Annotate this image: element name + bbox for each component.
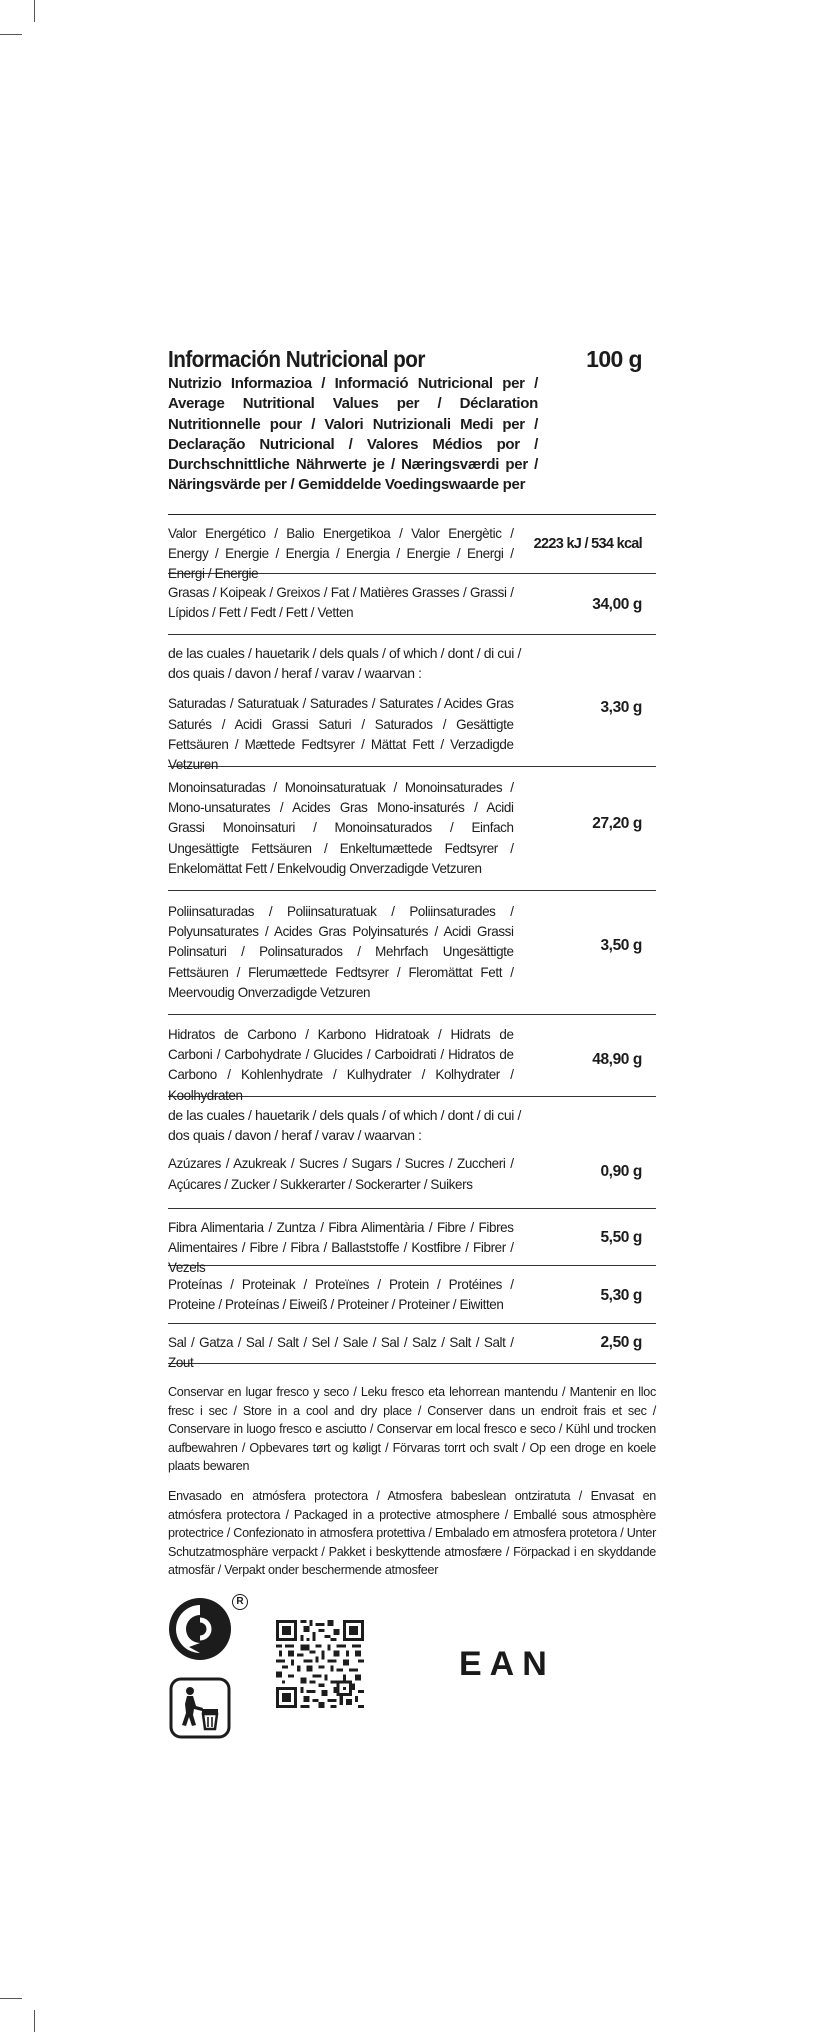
row-label: Poliinsaturadas / Poliinsaturatuak / Poliinsaturades / Polyunsaturates / Acides Gras Polyinsaturés / Acidi Grassi Polinsaturi / Polinsaturados / Mehrfach Ungesättigte Fettsäuren / Flerumættede Fedtsyrer / Fleromättat Fett / Meervoudig Onverzadigde Vetzuren <box>168 902 514 1000</box>
nutrition-rows <box>168 515 656 1371</box>
table-row-carbohydrate <box>168 1015 656 1103</box>
row-value: 27,20 g <box>592 814 642 832</box>
row-label: Fibra Alimentaria / Zuntza / Fibra Alimentària / Fibre / Fibres Alimentaires / Fibre / Fibra / Ballaststoffe / Kostfibre / Fibrer / Vezels <box>168 1218 514 1276</box>
table-row-sugars <box>168 1097 656 1209</box>
nutrition-header <box>168 345 656 373</box>
ean-barcode-placeholder: EAN <box>459 1645 555 1683</box>
row-value: 0,90 g <box>600 1162 642 1180</box>
tidyman-bin-icon <box>169 1677 231 1739</box>
storage-note: Conservar en lugar fresco y seco / Leku fresco eta lehorrean mantendu / Mantenir en lloc fresc i sec / Store in a cool and dry place / Conserver dans un endroit frais et sec / Conservare in luogo fresco e asciutto / Conservar em local fresco e seco / Kühl und trocken aufbewahren / Opbevares tørt og køligt / Förvaras torrt och svalt / Op een droge en koele plaats bewaren <box>168 1385 656 1474</box>
row-value: 34,00 g <box>592 595 642 613</box>
nutrition-panel <box>168 345 656 1371</box>
row-value: 3,30 g <box>600 698 642 716</box>
table-row-saturates <box>168 635 656 773</box>
of-which-intro: de las cuales / hauetarik / dels quals / of which / dont / di cui / dos quais / davon / heraf / varav / waarvan : <box>168 1106 521 1144</box>
row-label: Azúzares / Azukreak / Sucres / Sugars / Sucres / Zuccheri / Açúcares / Zucker / Sukkerarter / Sockerarter / Suikers <box>168 1155 514 1192</box>
row-value: 5,30 g <box>600 1286 642 1304</box>
row-value: 48,90 g <box>592 1050 642 1068</box>
crop-mark-bottom-left-horizontal <box>0 1998 22 1999</box>
table-row-polyunsaturates <box>168 891 656 1015</box>
package-notes <box>168 1383 656 1580</box>
row-label: Valor Energético / Balio Energetikoa / Valor Energètic / Energy / Energie / Energia / Energia / Energie / Energi / Energi / Energie <box>168 524 514 582</box>
row-value: 5,50 g <box>600 1228 642 1246</box>
of-which-intro: de las cuales / hauetarik / dels quals / of which / dont / di cui / dos quais / davon / heraf / varav / waarvan : <box>168 644 521 682</box>
nutrition-title: Información Nutricional por <box>168 346 425 372</box>
atmosphere-note: Envasado en atmósfera protectora / Atmosfera babeslean ontziratuta / Envasat en atmósfera protectora / Packaged in a protective atmosphere / Emballé sous atmosphère protectrice / Confezionato in atmosfera protettiva / Embalado em atmosfera protetora / Unter Schutzatmosphäre verpackt / Pakket i beskyttende atmosfære / Förpackad i en skyddande atmosfär / Verpakt onder beschermende atmosfeer <box>168 1488 656 1578</box>
registered-mark: R <box>232 1594 248 1610</box>
row-value: 3,50 g <box>600 936 642 954</box>
table-row-protein <box>168 1266 656 1324</box>
table-row-fibre <box>168 1209 656 1276</box>
per-amount: 100 g <box>586 346 642 372</box>
row-label: Proteínas / Proteinak / Proteïnes / Protein / Protéines / Proteine / Proteínas / Eiweiß / Proteiner / Proteiner / Eiwitten <box>168 1275 514 1313</box>
qr-code-icon <box>276 1620 364 1708</box>
crop-mark-top-left-vertical <box>34 0 35 22</box>
table-row-monounsaturates <box>168 767 656 891</box>
row-value: 2,50 g <box>600 1333 642 1351</box>
table-row-salt <box>168 1324 656 1371</box>
green-dot-recycling-icon <box>167 1596 233 1662</box>
nutrition-subtitle: Nutrizio Informazioa / Informació Nutricional per / Average Nutritional Values per / Déclaration Nutritionnelle pour / Valori Nutrizionali Medi per / Declaração Nutricional / Valores Médios por / Durchschnittliche Nährwerte je / Næringsværdi per / Näringsvärde per / Gemiddelde Voedingswaarde per <box>168 375 538 494</box>
row-label: Grasas / Koipeak / Greixos / Fat / Matières Grasses / Grassi / Lípidos / Fett / Fedt / Fett / Vetten <box>168 583 514 621</box>
row-value: 2223 kJ / 534 kcal <box>533 535 642 552</box>
table-row-fat <box>168 574 656 635</box>
table-row-energy <box>168 515 656 582</box>
crop-mark-bottom-left-vertical <box>34 2010 35 2032</box>
row-label: Sal / Gatza / Sal / Salt / Sel / Sale / Sal / Salz / Salt / Salt / Zout <box>168 1333 514 1371</box>
row-label: Hidratos de Carbono / Karbono Hidratoak / Hidrats de Carboni / Carbohydrate / Glucides / Carboidrati / Hidratos de Carbono / Kohlenhydrate / Kulhydrater / Kolhydrater / Koolhydraten <box>168 1025 514 1103</box>
crop-mark-top-left-horizontal <box>0 34 22 35</box>
row-label: Monoinsaturadas / Monoinsaturatuak / Monoinsaturades / Mono-unsaturates / Acides Gras Mono-insaturés / Acidi Grassi Monoinsaturi / Monoinsaturados / Einfach Ungesättigte Fettsäuren / Enkeltumættede Fedtsyrer / Enkelomättat Fett / Enkelvoudig Onverzadigde Vetzuren <box>168 778 514 876</box>
row-label: Saturadas / Saturatuak / Saturades / Saturates / Acides Gras Saturés / Acidi Grassi Saturi / Saturados / Gesättigte Fettsäuren / Mættede Fedtsyrer / Mättat Fett / Verzadigde Vetzuren <box>168 695 514 773</box>
